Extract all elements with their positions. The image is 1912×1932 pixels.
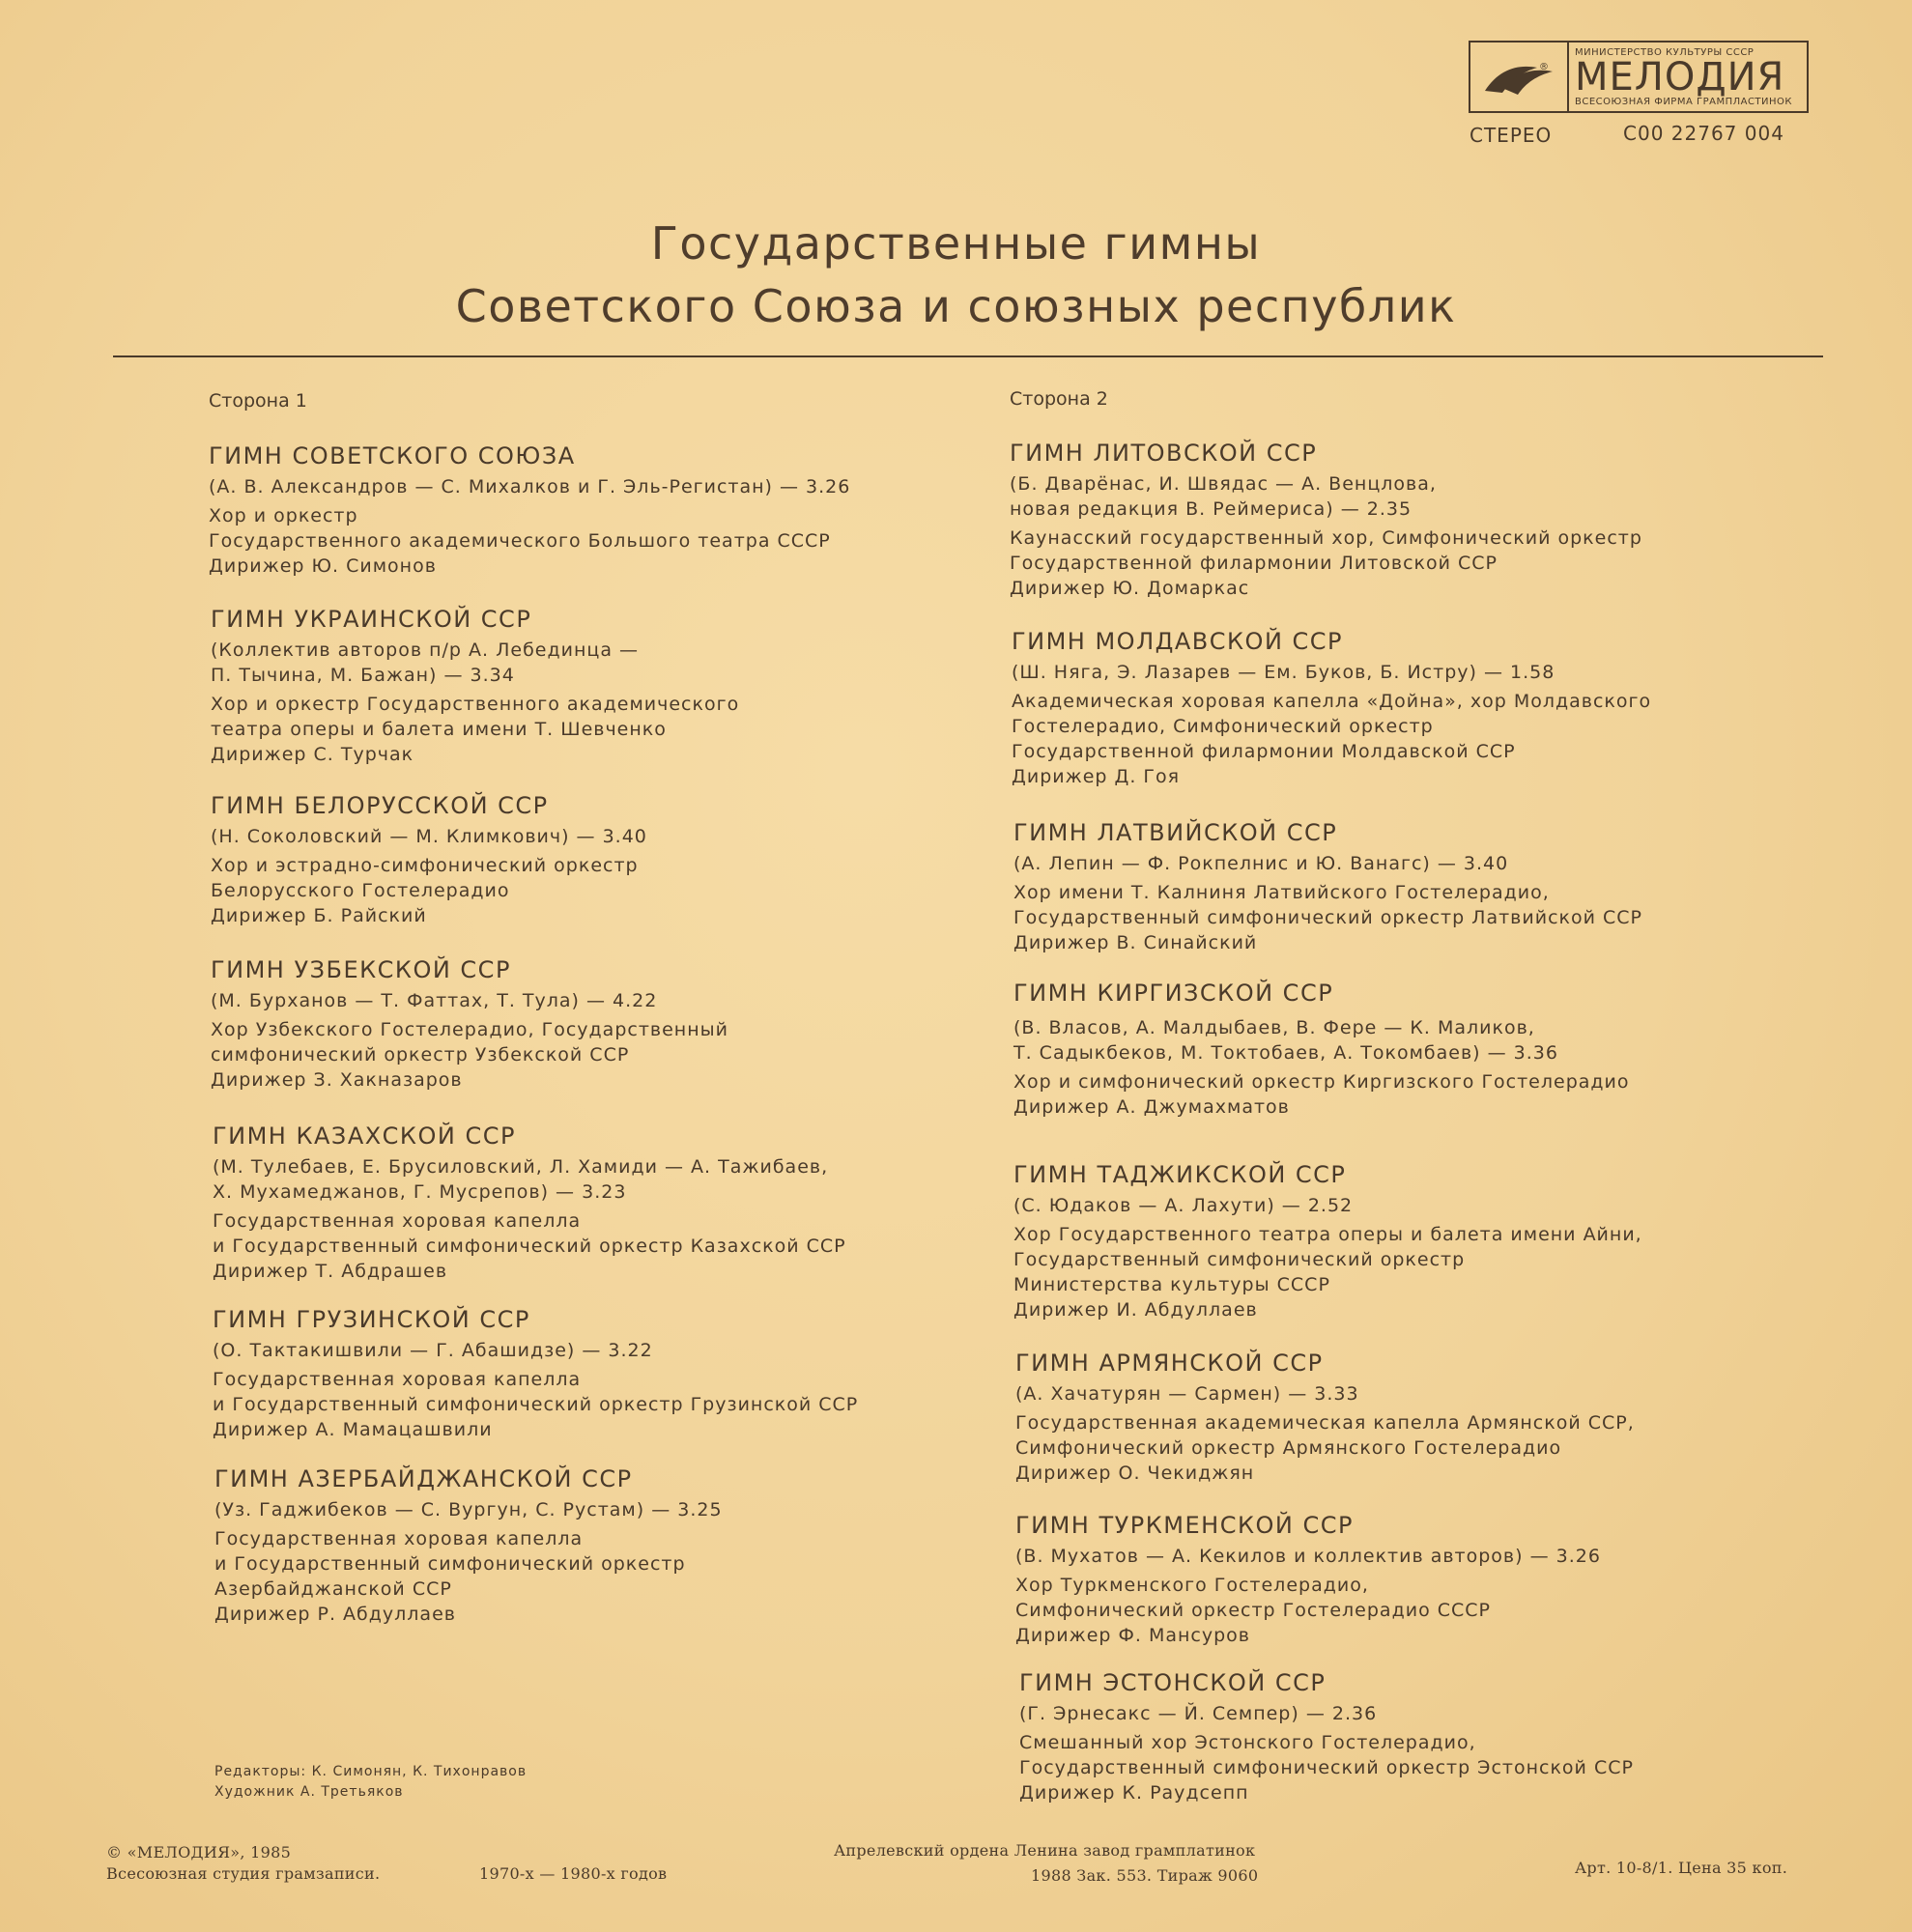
track-performers: Государственного академического Большого театра СССР — [209, 530, 831, 552]
track-credits: (Коллектив авторов п/р А. Лебединца — — [211, 639, 639, 661]
track-performers: Каунасский государственный хор, Симфонический оркестр — [1010, 527, 1642, 549]
track-performers: Государственный симфонический оркестр Эстонской ССР — [1019, 1757, 1634, 1778]
track-conductor: Дирижер Т. Абдрашев — [213, 1261, 448, 1282]
track-conductor: Дирижер Ю. Домаркас — [1010, 578, 1250, 599]
album-title-line2: Советского Союза и союзных республик — [455, 280, 1457, 332]
editors-line: Редакторы: К. Симонян, К. Тихонравов — [214, 1764, 528, 1779]
track-conductor: Дирижер З. Хакназаров — [211, 1069, 463, 1091]
track-performers: Симфонический оркестр Гостелерадио СССР — [1015, 1600, 1491, 1621]
track-conductor: Дирижер В. Синайский — [1013, 932, 1258, 953]
track-performers: Хор имени Т. Калниня Латвийского Гостелерадио, — [1013, 882, 1550, 903]
track-credits: новая редакция В. Реймериса) — 2.35 — [1010, 498, 1413, 520]
track-credits: П. Тычина, М. Бажан) — 3.34 — [211, 665, 515, 686]
track-credits: (А. В. Александров — С. Михалков и Г. Эль-Регистан) — 3.26 — [209, 476, 851, 497]
title-divider — [113, 355, 1823, 357]
track-performers: Хор и симфонический оркестр Киргизского Гостелерадио — [1013, 1071, 1630, 1093]
track-conductor: Дирижер О. Чекиджян — [1015, 1463, 1255, 1484]
track-performers: Хор и оркестр — [209, 505, 358, 526]
track-performers: Белорусского Гостелерадио — [211, 880, 510, 901]
track-performers: Государственная хоровая капелла — [213, 1210, 582, 1232]
track-performers: Азербайджанской ССР — [214, 1578, 452, 1600]
track-title: ГИМН ТУРКМЕНСКОЙ ССР — [1015, 1512, 1354, 1539]
track-title: ГИМН КИРГИЗСКОЙ ССР — [1013, 980, 1334, 1007]
side1-track — [213, 1122, 846, 1284]
side2-track — [1015, 1350, 1635, 1486]
track-performers: и Государственный симфонический оркестр Казахской ССР — [213, 1236, 846, 1257]
side1-track — [211, 792, 647, 928]
track-title: ГИМН АРМЯНСКОЙ ССР — [1015, 1350, 1324, 1377]
side1-track — [213, 1306, 858, 1442]
track-credits: (М. Тулебаев, Е. Брусиловский, Л. Хамиди — А. Тажибаев, — [213, 1156, 829, 1178]
track-title: ГИМН КАЗАХСКОЙ ССР — [213, 1122, 516, 1150]
side1-track — [211, 606, 739, 767]
track-title: ГИМН ТАДЖИКСКОЙ ССР — [1013, 1161, 1347, 1188]
track-title: ГИМН УКРАИНСКОЙ ССР — [211, 606, 532, 633]
track-performers: Государственная академическая капелла Армянской ССР, — [1015, 1412, 1635, 1434]
track-performers: Хор и оркестр Государственного академического — [211, 694, 740, 715]
track-credits: (М. Бурханов — Т. Фаттах, Т. Тула) — 4.22 — [211, 990, 658, 1011]
side-2-label: Сторона 2 — [1010, 388, 1108, 410]
side-1-label: Сторона 1 — [209, 390, 307, 412]
melodiya-emblem-icon — [1470, 43, 1569, 111]
catalog-number: С00 22767 004 — [1623, 122, 1784, 145]
track-performers: Академическая хоровая капелла «Дойна», хор Молдавского — [1012, 691, 1652, 712]
track-credits: (С. Юдаков — А. Лахути) — 2.52 — [1013, 1195, 1354, 1216]
track-performers: Симфонический оркестр Армянского Гостелерадио — [1015, 1437, 1562, 1459]
track-credits: (О. Тактакишвили — Г. Абашидзе) — 3.22 — [213, 1340, 653, 1361]
track-credits: Х. Мухамеджанов, Г. Мусрепов) — 3.23 — [213, 1181, 627, 1203]
track-performers: Хор Государственного театра оперы и балета имени Айни, — [1013, 1224, 1642, 1245]
track-conductor: Дирижер Р. Абдуллаев — [214, 1604, 456, 1625]
side1-track — [214, 1465, 723, 1627]
track-credits: (Уз. Гаджибеков — С. Вургун, С. Рустам) — 3.25 — [214, 1499, 723, 1520]
track-credits: (Н. Соколовский — М. Климкович) — 3.40 — [211, 826, 647, 847]
track-performers: симфонический оркестр Узбекской ССР — [211, 1044, 630, 1065]
side2-track — [1010, 440, 1642, 601]
track-title: ГИМН УЗБЕКСКОЙ ССР — [211, 956, 511, 983]
track-performers: и Государственный симфонический оркестр — [214, 1553, 686, 1575]
track-performers: Государственный симфонический оркестр Латвийской ССР — [1013, 907, 1643, 928]
artist-line: Художник А. Третьяков — [214, 1784, 404, 1800]
recording-years: 1970-х — 1980-х годов — [479, 1864, 668, 1883]
side2-track — [1012, 628, 1651, 789]
track-credits: (Ш. Няга, Э. Лазарев — Ем. Буков, Б. Истру) — 1.58 — [1012, 662, 1555, 683]
track-title: ГИМН БЕЛОРУССКОЙ ССР — [211, 792, 549, 819]
track-performers: и Государственный симфонический оркестр Грузинской ССР — [213, 1394, 859, 1415]
track-title: ГИМН АЗЕРБАЙДЖАНСКОЙ ССР — [214, 1465, 633, 1492]
track-title: ГИМН ЛИТОВСКОЙ ССР — [1010, 440, 1318, 467]
side2-track — [1019, 1669, 1634, 1805]
track-title: ГИМН МОЛДАВСКОЙ ССР — [1012, 628, 1344, 655]
track-performers: Государственной филармонии Молдавской ССР — [1012, 741, 1516, 762]
track-credits: (А. Лепин — Ф. Рокпелнис и Ю. Ванагс) — 3.40 — [1013, 853, 1509, 874]
track-title: ГИМН ЛАТВИЙСКОЙ ССР — [1013, 819, 1338, 846]
side2-track — [1013, 819, 1642, 955]
track-performers: Хор и эстрадно-симфонический оркестр — [211, 855, 639, 876]
track-conductor: Дирижер Ф. Мансуров — [1015, 1625, 1250, 1646]
track-performers: Гостелерадио, Симфонический оркестр — [1012, 716, 1434, 737]
track-performers: Государственный симфонический оркестр — [1013, 1249, 1466, 1270]
track-credits: (Г. Эрнесакс — Й. Семпер) — 2.36 — [1019, 1703, 1378, 1724]
track-performers: театра оперы и балета имени Т. Шевченко — [211, 719, 667, 740]
svg-text:®: ® — [1539, 61, 1549, 72]
track-performers: Смешанный хор Эстонского Гостелерадио, — [1019, 1732, 1476, 1753]
album-title-line1: Государственные гимны — [650, 217, 1262, 270]
track-credits: (В. Власов, А. Малдыбаев, В. Фере — К. Маликов, — [1013, 1017, 1535, 1038]
track-conductor: Дирижер И. Абдуллаев — [1013, 1299, 1258, 1321]
track-conductor: Дирижер К. Раудсепп — [1019, 1782, 1249, 1804]
track-conductor: Дирижер Б. Райский — [211, 905, 427, 926]
side1-track — [211, 956, 728, 1093]
price-info: Арт. 10-8/1. Цена 35 коп. — [1575, 1859, 1788, 1877]
pressing-plant: Апрелевский ордена Ленина завод грамплатинок — [834, 1841, 1256, 1860]
copyright-notice: © «МЕЛОДИЯ», 1985 — [106, 1843, 292, 1861]
track-conductor: Дирижер Д. Гоя — [1012, 766, 1181, 787]
track-conductor: Дирижер А. Джумахматов — [1013, 1096, 1290, 1118]
track-performers: Хор Туркменского Гостелерадио, — [1015, 1575, 1369, 1596]
logo-ministry-text: МИНИСТЕРСТВО КУЛЬТУРЫ СССР — [1575, 46, 1755, 58]
track-performers: Министерства культуры СССР — [1013, 1274, 1330, 1295]
track-conductor: Дирижер А. Мамацашвили — [213, 1419, 493, 1440]
melodiya-logo — [1469, 41, 1809, 113]
track-conductor: Дирижер Ю. Симонов — [209, 555, 437, 577]
print-info: 1988 Зак. 553. Тираж 9060 — [1031, 1866, 1259, 1885]
track-conductor: Дирижер С. Турчак — [211, 744, 414, 765]
stereo-label: СТЕРЕО — [1470, 124, 1553, 147]
track-performers: Государственная хоровая капелла — [214, 1528, 584, 1549]
logo-brand-name: МЕЛОДИЯ — [1575, 54, 1785, 99]
track-performers: Государственная хоровая капелла — [213, 1369, 582, 1390]
track-credits: (В. Мухатов — А. Кекилов и коллектив авторов) — 3.26 — [1015, 1546, 1601, 1567]
track-credits: (Б. Дварёнас, И. Швядас — А. Венцлова, — [1010, 473, 1437, 495]
track-performers: Хор Узбекского Гостелерадио, Государственный — [211, 1019, 728, 1040]
side2-track — [1015, 1512, 1601, 1648]
side2-track — [1013, 1161, 1642, 1322]
side1-track — [209, 442, 850, 579]
logo-firm-text: ВСЕСОЮЗНАЯ ФИРМА ГРАМПЛАСТИНОК — [1575, 96, 1793, 107]
track-credits: Т. Садыкбеков, М. Токтобаев, А. Токомбаев) — 3.36 — [1013, 1042, 1558, 1064]
track-title: ГИМН ЭСТОНСКОЙ ССР — [1019, 1669, 1327, 1696]
track-title: ГИМН СОВЕТСКОГО СОЮЗА — [209, 442, 576, 469]
side2-track — [1013, 980, 1630, 1120]
track-title: ГИМН ГРУЗИНСКОЙ ССР — [213, 1306, 530, 1333]
editors-credits — [214, 1762, 527, 1803]
track-credits: (А. Хачатурян — Сармен) — 3.33 — [1015, 1383, 1359, 1405]
track-performers: Государственной филармонии Литовской ССР — [1010, 553, 1498, 574]
studio-name: Всесоюзная студия грамзаписи. — [106, 1864, 381, 1883]
